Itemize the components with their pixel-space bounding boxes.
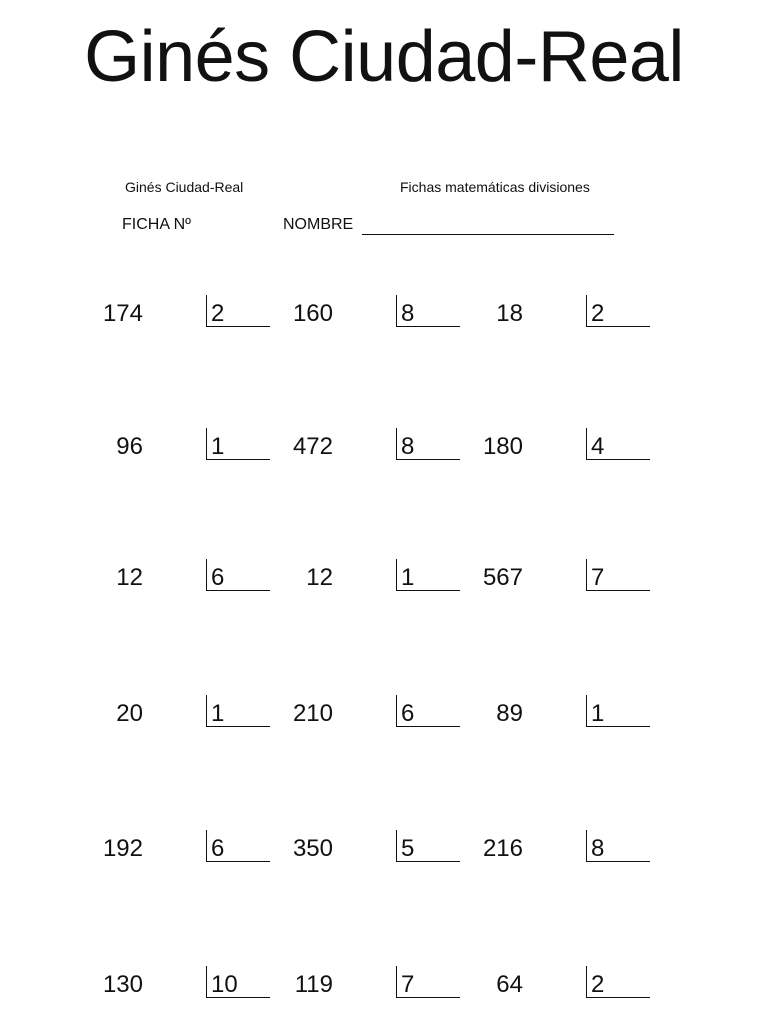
ficha-label: FICHA Nº [122, 216, 191, 233]
nombre-label: NOMBRE [283, 216, 354, 233]
dividend: 350 [292, 835, 333, 862]
divisor: 6 [211, 564, 225, 591]
divisor: 1 [401, 564, 415, 591]
division-problem [430, 830, 670, 870]
divisor: 8 [401, 300, 415, 327]
dividend: 12 [116, 564, 143, 591]
division-problem [430, 559, 670, 599]
dividend: 567 [482, 564, 523, 591]
dividend: 96 [116, 433, 143, 460]
divisor: 1 [211, 700, 225, 727]
divisor: 8 [401, 433, 415, 460]
division-problem [430, 695, 670, 735]
dividend: 210 [292, 700, 333, 727]
dividend: 130 [102, 971, 143, 998]
dividend: 20 [116, 700, 143, 727]
divisor: 2 [591, 971, 605, 998]
division-problem [430, 966, 670, 1006]
divisor: 2 [591, 300, 605, 327]
divisor: 5 [401, 835, 415, 862]
divisor: 1 [591, 700, 605, 727]
divisor: 6 [401, 700, 415, 727]
dividend: 12 [306, 564, 333, 591]
divisor: 1 [211, 433, 225, 460]
page-title: Ginés Ciudad-Real [84, 17, 684, 97]
divisor: 4 [591, 433, 605, 460]
divisor: 10 [211, 971, 238, 998]
divisor: 6 [211, 835, 225, 862]
divisor: 7 [591, 564, 605, 591]
division-problem [430, 428, 670, 468]
dividend: 18 [496, 300, 523, 327]
divisor: 2 [211, 300, 225, 327]
division-problem [430, 295, 670, 335]
dividend: 89 [496, 700, 523, 727]
dividend: 472 [292, 433, 333, 460]
header-author: Ginés Ciudad-Real [125, 179, 244, 195]
header-subject: Fichas matemáticas divisiones [400, 179, 590, 195]
divisor: 7 [401, 971, 415, 998]
dividend: 180 [482, 433, 523, 460]
dividend: 119 [294, 971, 333, 998]
dividend: 216 [482, 835, 523, 862]
dividend: 64 [496, 971, 523, 998]
dividend: 192 [102, 835, 143, 862]
divisor: 8 [591, 835, 605, 862]
dividend: 174 [102, 300, 143, 327]
dividend: 160 [292, 300, 333, 327]
